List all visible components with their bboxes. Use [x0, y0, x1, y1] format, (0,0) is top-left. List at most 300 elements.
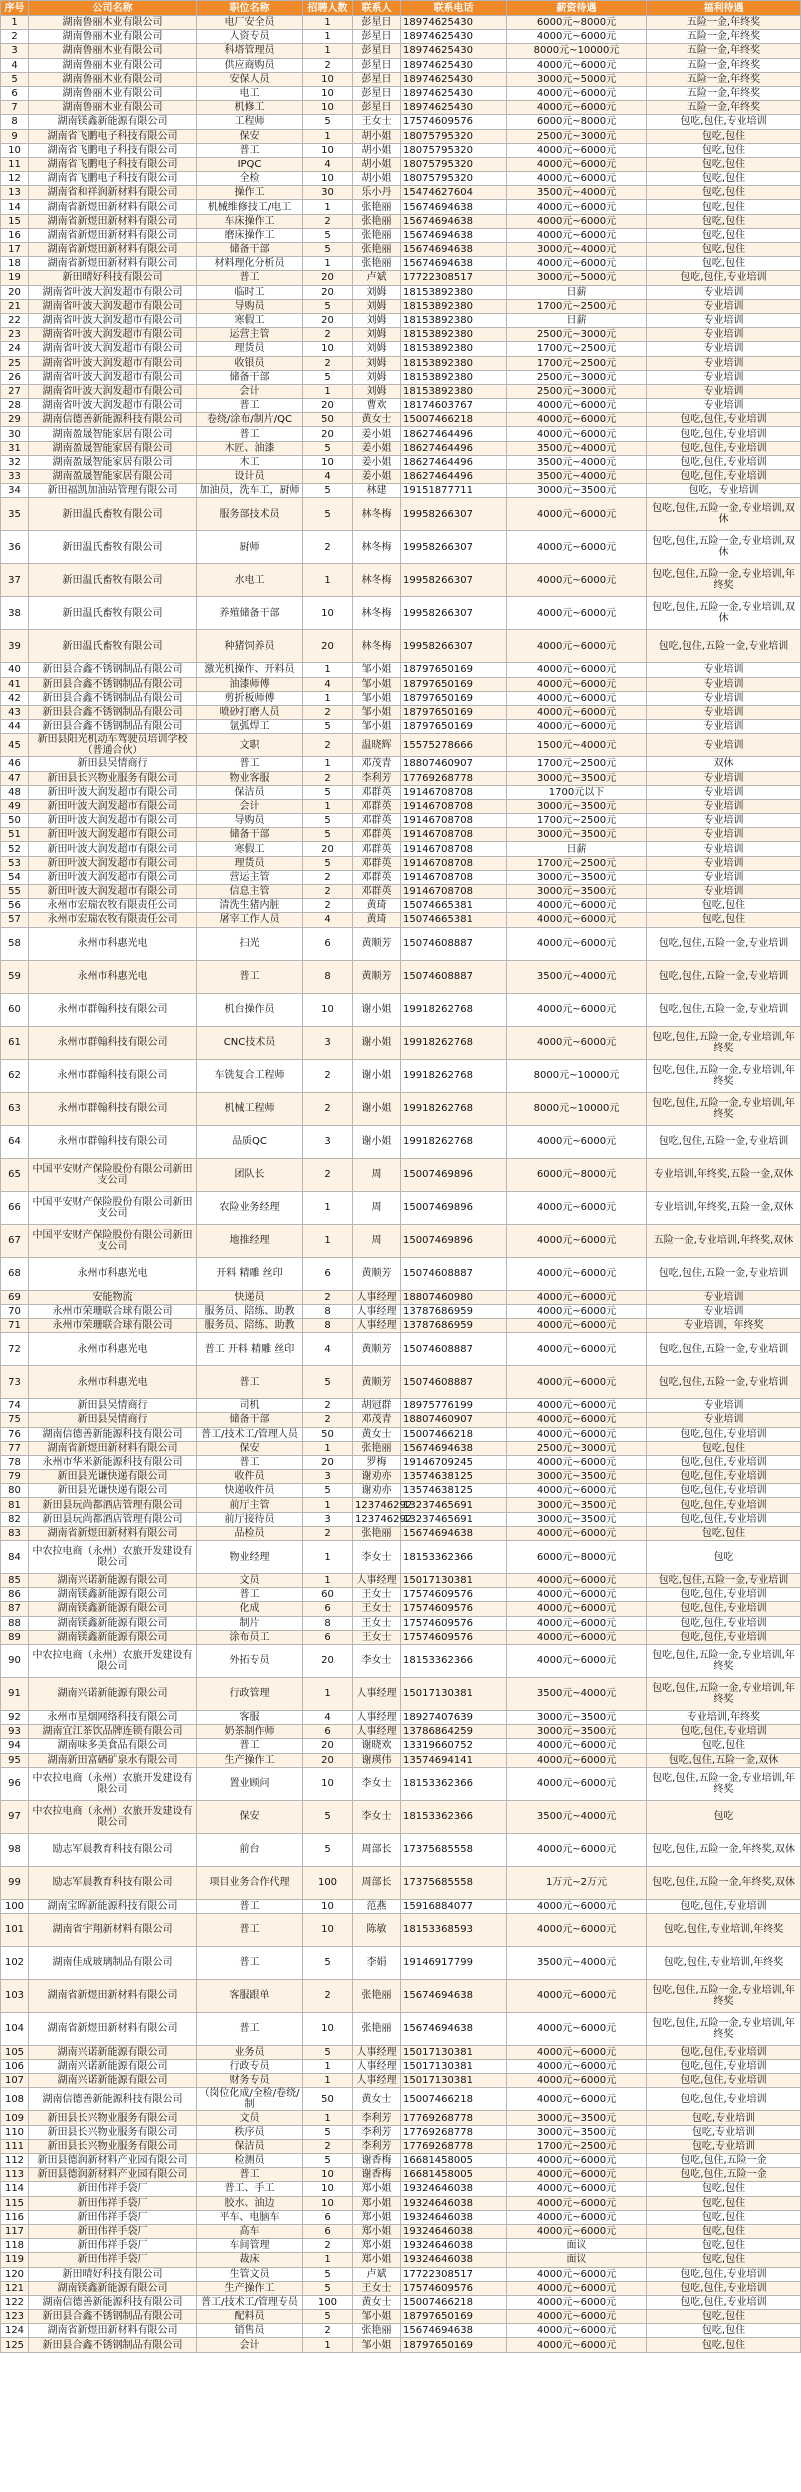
table-row	[1, 342, 801, 356]
benefits: 专业培训,年终奖,五险一金,双休	[647, 1158, 801, 1191]
row-index: 60	[1, 993, 29, 1026]
table-row	[1, 101, 801, 115]
company-name: 湖南兴诺新能源有限公司	[29, 1677, 197, 1710]
contact: 郑小姐	[353, 2224, 401, 2238]
row-index: 51	[1, 828, 29, 842]
table-row	[1, 2045, 801, 2059]
company-name: 新田伟祥手袋厂	[29, 2196, 197, 2210]
contact: 123746292	[353, 1498, 401, 1512]
contact: 黄顺芳	[353, 1333, 401, 1366]
headcount: 20	[303, 313, 353, 327]
company-name: 永州市宏瑞农牧有限责任公司	[29, 899, 197, 913]
headcount: 1	[303, 1574, 353, 1588]
salary: 4000元~6000元	[507, 1616, 647, 1630]
company-name: 新田伟祥手袋厂	[29, 2224, 197, 2238]
row-index: 75	[1, 1413, 29, 1427]
contact: 谢小姐	[353, 993, 401, 1026]
row-index: 93	[1, 1725, 29, 1739]
headcount: 2	[303, 1413, 353, 1427]
salary: 4000元~6000元	[507, 1257, 647, 1290]
table-row	[1, 564, 801, 597]
position: 快递收件员	[197, 1484, 303, 1498]
salary: 4000元~6000元	[507, 2310, 647, 2324]
benefits: 包吃,专业培训	[647, 2111, 801, 2125]
contact: 张艳丽	[353, 228, 401, 242]
company-name: 湖南鲁丽木业有限公司	[29, 101, 197, 115]
headcount: 5	[303, 2125, 353, 2139]
phone: 15007469896	[401, 1224, 507, 1257]
position: CNC技术员	[197, 1026, 303, 1059]
benefits: 包吃,包住,专业培训	[647, 1725, 801, 1739]
phone: 19918262768	[401, 1059, 507, 1092]
position: 会计	[197, 799, 303, 813]
benefits: 专业培训	[647, 285, 801, 299]
position: 保安	[197, 1800, 303, 1833]
benefits: 专业培训	[647, 356, 801, 370]
salary: 3500元~4000元	[507, 441, 647, 455]
table-row	[1, 1455, 801, 1469]
headcount: 1	[303, 1677, 353, 1710]
contact: 李利芳	[353, 2111, 401, 2125]
contact: 邓群英	[353, 842, 401, 856]
position: 油漆师傅	[197, 677, 303, 691]
phone: 18974625430	[401, 72, 507, 86]
benefits: 五险一金,年终奖	[647, 101, 801, 115]
headcount: 5	[303, 1946, 353, 1979]
company-name: 湖南省和祥润新材料有限公司	[29, 186, 197, 200]
row-index: 6	[1, 86, 29, 100]
headcount: 3	[303, 1512, 353, 1526]
benefits: 包吃,包住	[647, 143, 801, 157]
company-name: 新田县合鑫不锈钢制品有限公司	[29, 691, 197, 705]
position: 外拓专员	[197, 1644, 303, 1677]
table-row	[1, 1526, 801, 1540]
contact: 黄顺芳	[353, 1366, 401, 1399]
benefits: 包吃,专业培训	[647, 2139, 801, 2153]
table-row	[1, 1366, 801, 1399]
headcount: 1	[303, 1541, 353, 1574]
company-name: 中农拉电商（永州）农旅开发建设有限公司	[29, 1800, 197, 1833]
position: 服务员、陪练、助教	[197, 1318, 303, 1332]
row-index: 110	[1, 2125, 29, 2139]
salary: 3000元~3500元	[507, 828, 647, 842]
company-name: 新田县长兴物业服务有限公司	[29, 2111, 197, 2125]
headcount: 50	[303, 1427, 353, 1441]
company-name: 永州市群翰科技有限公司	[29, 1059, 197, 1092]
contact: 邓茂青	[353, 1413, 401, 1427]
row-index: 66	[1, 1191, 29, 1224]
row-index: 12	[1, 172, 29, 186]
row-index: 68	[1, 1257, 29, 1290]
company-name: 湖南味多美食品有限公司	[29, 1739, 197, 1753]
company-name: 中农拉电商（永州）农旅开发建设有限公司	[29, 1644, 197, 1677]
contact: 人事经理	[353, 1304, 401, 1318]
position: 操作工	[197, 186, 303, 200]
phone: 13574638125	[401, 1484, 507, 1498]
benefits: 专业培训,年终奖	[647, 1710, 801, 1724]
benefits: 专业培训	[647, 1413, 801, 1427]
phone: 18974625430	[401, 44, 507, 58]
company-name: 湖南兴诺新能源有限公司	[29, 2074, 197, 2088]
salary: 4000元~6000元	[507, 1833, 647, 1866]
headcount: 1	[303, 564, 353, 597]
benefits: 包吃,包住	[647, 2239, 801, 2253]
benefits: 包吃,包住	[647, 2224, 801, 2238]
phone: 18153892380	[401, 285, 507, 299]
salary: 面议	[507, 2253, 647, 2267]
benefits: 包吃,包住,专业培训	[647, 1498, 801, 1512]
company-name: 中农拉电商（永州）农旅开发建设有限公司	[29, 1541, 197, 1574]
position: 养殖储备干部	[197, 597, 303, 630]
company-name: 新田叶波大润发超市有限公司	[29, 870, 197, 884]
headcount: 2	[303, 1290, 353, 1304]
headcount: 10	[303, 2182, 353, 2196]
contact: 邹小姐	[353, 2310, 401, 2324]
salary: 6000元~8000元	[507, 16, 647, 30]
contact: 人事经理	[353, 2060, 401, 2074]
phone: 15674694638	[401, 200, 507, 214]
salary: 4000元~6000元	[507, 1318, 647, 1332]
benefits: 包吃,包住	[647, 214, 801, 228]
benefits: 包吃,包住	[647, 186, 801, 200]
position: 普工	[197, 1366, 303, 1399]
contact: 罗梅	[353, 1455, 401, 1469]
headcount: 2	[303, 705, 353, 719]
row-index: 43	[1, 705, 29, 719]
company-name: 湖南盈晟智能家居有限公司	[29, 470, 197, 484]
row-index: 65	[1, 1158, 29, 1191]
row-index: 40	[1, 663, 29, 677]
table-row	[1, 2154, 801, 2168]
headcount: 5	[303, 370, 353, 384]
position: 卷绕/涂布/制片/QC	[197, 413, 303, 427]
company-name: 湖南宝晖新能源科技有限公司	[29, 1899, 197, 1913]
headcount: 10	[303, 993, 353, 1026]
salary: 4000元~6000元	[507, 1630, 647, 1644]
headcount: 1	[303, 691, 353, 705]
benefits: 包吃,包住,五险一金,专业培训	[647, 1574, 801, 1588]
benefits: 包吃,包住,五险一金,专业培训,年终奖	[647, 1767, 801, 1800]
phone: 19146708708	[401, 870, 507, 884]
position: 文员	[197, 1574, 303, 1588]
table-row	[1, 1191, 801, 1224]
company-name: 新田县合鑫不锈钢制品有限公司	[29, 720, 197, 734]
contact: 人事经理	[353, 1290, 401, 1304]
position: 普工/技术工/管理专员	[197, 2295, 303, 2309]
phone: 18974625430	[401, 16, 507, 30]
salary: 4000元~6000元	[507, 2074, 647, 2088]
phone: 18797650169	[401, 677, 507, 691]
position: （岗位化成/全检/卷绕/制	[197, 2088, 303, 2111]
company-name: 湖南省新煜田新材料有限公司	[29, 200, 197, 214]
company-name: 湖南信德善新能源科技有限公司	[29, 413, 197, 427]
row-index: 116	[1, 2210, 29, 2224]
company-name: 中国平安财产保险股份有限公司新田支公司	[29, 1224, 197, 1257]
contact: 张艳丽	[353, 257, 401, 271]
table-row	[1, 2324, 801, 2338]
phone: 15007466218	[401, 413, 507, 427]
phone: 18075795320	[401, 129, 507, 143]
table-row	[1, 1318, 801, 1332]
salary: 4000元~6000元	[507, 1191, 647, 1224]
salary: 4000元~6000元	[507, 899, 647, 913]
salary: 4000元~6000元	[507, 2281, 647, 2295]
contact: 邹小姐	[353, 691, 401, 705]
phone: 18797650169	[401, 2310, 507, 2324]
row-index: 84	[1, 1541, 29, 1574]
position: 信息主管	[197, 885, 303, 899]
position: 普工	[197, 1899, 303, 1913]
phone: 19146709245	[401, 1455, 507, 1469]
contact: 黄顺芳	[353, 1257, 401, 1290]
contact: 黄琦	[353, 899, 401, 913]
benefits: 包吃,包住,五险一金,专业培训,年终奖	[647, 2012, 801, 2045]
table-row	[1, 2253, 801, 2267]
company-name: 励志军晨教育科技有限公司	[29, 1866, 197, 1899]
row-index: 21	[1, 299, 29, 313]
contact: 林冬梅	[353, 498, 401, 531]
headcount: 4	[303, 913, 353, 927]
table-row	[1, 630, 801, 663]
company-name: 湖南鲁丽木业有限公司	[29, 16, 197, 30]
position: 文员	[197, 2111, 303, 2125]
contact: 李女士	[353, 1767, 401, 1800]
table-row	[1, 2295, 801, 2309]
contact: 王女士	[353, 1588, 401, 1602]
company-name: 湖南镁鑫新能源有限公司	[29, 1588, 197, 1602]
position: 机械工程师	[197, 1092, 303, 1125]
table-row	[1, 2210, 801, 2224]
company-name: 新田叶波大润发超市有限公司	[29, 814, 197, 828]
position: 安保人员	[197, 72, 303, 86]
benefits: 专业培训	[647, 870, 801, 884]
benefits: 包吃,包住,五险一金,专业培训,双休	[647, 498, 801, 531]
phone: 13787686959	[401, 1304, 507, 1318]
headcount: 5	[303, 228, 353, 242]
position: 收件员	[197, 1470, 303, 1484]
headcount: 10	[303, 72, 353, 86]
row-index: 70	[1, 1304, 29, 1318]
phone: 18797650169	[401, 691, 507, 705]
phone: 15007466218	[401, 1427, 507, 1441]
salary: 8000元~10000元	[507, 44, 647, 58]
benefits: 包吃,包住,专业培训,年终奖	[647, 1946, 801, 1979]
table-row	[1, 413, 801, 427]
headcount: 2	[303, 356, 353, 370]
table-row	[1, 86, 801, 100]
contact: 谢晓欢	[353, 1739, 401, 1753]
company-name: 新田县玩尚都酒店管理有限公司	[29, 1512, 197, 1526]
phone: 18153362366	[401, 1800, 507, 1833]
position: 储备干部	[197, 243, 303, 257]
row-index: 87	[1, 1602, 29, 1616]
contact: 张艳丽	[353, 1526, 401, 1540]
salary: 4000元~6000元	[507, 498, 647, 531]
benefits: 包吃,专业培训	[647, 2125, 801, 2139]
headcount: 3	[303, 1026, 353, 1059]
position: 涂布员工	[197, 1630, 303, 1644]
contact: 黄女士	[353, 2295, 401, 2309]
contact: 温晓辉	[353, 734, 401, 757]
benefits: 包吃,包住,五险一金,专业培训	[647, 960, 801, 993]
table-row	[1, 913, 801, 927]
company-name: 新田县合鑫不锈钢制品有限公司	[29, 677, 197, 691]
benefits: 专业培训	[647, 663, 801, 677]
salary: 4000元~6000元	[507, 1526, 647, 1540]
headcount: 1	[303, 2338, 353, 2352]
salary: 4000元~6000元	[507, 1224, 647, 1257]
company-name: 湖南省新煜田新材料有限公司	[29, 243, 197, 257]
headcount: 1	[303, 384, 353, 398]
table-row	[1, 1866, 801, 1899]
table-row	[1, 2074, 801, 2088]
benefits: 包吃,包住,五险一金,专业培训,年终奖	[647, 1677, 801, 1710]
headcount: 1	[303, 1498, 353, 1512]
phone: 18153362366	[401, 1767, 507, 1800]
table-row	[1, 115, 801, 129]
position: 导购员	[197, 299, 303, 313]
position: 行政专员	[197, 2060, 303, 2074]
row-index: 57	[1, 913, 29, 927]
headcount: 20	[303, 399, 353, 413]
phone: 15017130381	[401, 1574, 507, 1588]
phone: 19146917799	[401, 1946, 507, 1979]
row-index: 121	[1, 2281, 29, 2295]
position: 普工	[197, 960, 303, 993]
contact: 胡冠群	[353, 1399, 401, 1413]
position: 普工	[197, 1455, 303, 1469]
headcount: 20	[303, 630, 353, 663]
position: 奶茶制作师	[197, 1725, 303, 1739]
contact: 邓群英	[353, 870, 401, 884]
phone: 19324646038	[401, 2239, 507, 2253]
table-row	[1, 1588, 801, 1602]
row-index: 19	[1, 271, 29, 285]
headcount: 20	[303, 842, 353, 856]
phone: 13786864259	[401, 1725, 507, 1739]
salary: 4000元~6000元	[507, 143, 647, 157]
salary: 4000元~6000元	[507, 2012, 647, 2045]
contact: 彭星日	[353, 58, 401, 72]
headcount: 1	[303, 257, 353, 271]
salary: 3000元~3500元	[507, 1710, 647, 1724]
position: 加油员，洗车工，厨师	[197, 484, 303, 498]
company-name: 湖南鲁丽木业有限公司	[29, 58, 197, 72]
row-index: 48	[1, 785, 29, 799]
contact: 彭星日	[353, 101, 401, 115]
phone: 18174603767	[401, 399, 507, 413]
salary: 2500元~3000元	[507, 129, 647, 143]
headcount: 5	[303, 1800, 353, 1833]
contact: 谢劝亦	[353, 1484, 401, 1498]
phone: 18807460907	[401, 1413, 507, 1427]
company-name: 湖南兴诺新能源有限公司	[29, 2060, 197, 2074]
salary: 3000元~3500元	[507, 484, 647, 498]
contact: 范燕	[353, 1899, 401, 1913]
company-name: 新田伟祥手袋厂	[29, 2182, 197, 2196]
benefits: 包吃,包住	[647, 243, 801, 257]
headcount: 5	[303, 2045, 353, 2059]
table-row	[1, 828, 801, 842]
benefits: 包吃,包住,专业培训	[647, 470, 801, 484]
contact: 周	[353, 1191, 401, 1224]
phone: 18797650169	[401, 705, 507, 719]
table-row	[1, 1979, 801, 2012]
phone: 19918262768	[401, 1026, 507, 1059]
salary: 3000元~3500元	[507, 1725, 647, 1739]
contact: 王女士	[353, 115, 401, 129]
position: 储备干部	[197, 370, 303, 384]
table-row	[1, 2338, 801, 2352]
benefits: 包吃,包住,五险一金,专业培训,年终奖	[647, 1026, 801, 1059]
contact: 刘姆	[353, 285, 401, 299]
table-row	[1, 1257, 801, 1290]
header-contact: 联系人	[353, 1, 401, 16]
salary: 4000元~6000元	[507, 1455, 647, 1469]
phone: 13319660752	[401, 1739, 507, 1753]
row-index: 30	[1, 427, 29, 441]
position: 业务员	[197, 2045, 303, 2059]
headcount: 5	[303, 243, 353, 257]
benefits: 包吃,包住,专业培训	[647, 1616, 801, 1630]
headcount: 1	[303, 2253, 353, 2267]
table-row	[1, 1710, 801, 1724]
position: 材料理化分析员	[197, 257, 303, 271]
row-index: 85	[1, 1574, 29, 1588]
headcount: 1	[303, 663, 353, 677]
contact: 谢小姐	[353, 1125, 401, 1158]
table-row	[1, 705, 801, 719]
benefits: 五险一金,年终奖	[647, 72, 801, 86]
position: 化成	[197, 1602, 303, 1616]
row-index: 35	[1, 498, 29, 531]
table-row	[1, 1616, 801, 1630]
table-row	[1, 484, 801, 498]
row-index: 39	[1, 630, 29, 663]
company-name: 新田县合鑫不锈钢制品有限公司	[29, 705, 197, 719]
table-row	[1, 2196, 801, 2210]
row-index: 79	[1, 1470, 29, 1484]
phone: 17375685558	[401, 1833, 507, 1866]
headcount: 1	[303, 2060, 353, 2074]
phone: 15074608887	[401, 1257, 507, 1290]
contact: 人事经理	[353, 1725, 401, 1739]
headcount: 3	[303, 1470, 353, 1484]
company-name: 湖南佳成玻璃制品有限公司	[29, 1946, 197, 1979]
salary: 4000元~6000元	[507, 1574, 647, 1588]
table-row	[1, 771, 801, 785]
headcount: 2	[303, 1059, 353, 1092]
benefits: 包吃,包住	[647, 2182, 801, 2196]
salary: 4000元~6000元	[507, 993, 647, 1026]
row-index: 9	[1, 129, 29, 143]
row-index: 104	[1, 2012, 29, 2045]
company-name: 永州市荣珊联合球有限公司	[29, 1318, 197, 1332]
company-name: 新田温氏畜牧有限公司	[29, 630, 197, 663]
position: 喷砂打磨人员	[197, 705, 303, 719]
company-name: 永州市群翰科技有限公司	[29, 1026, 197, 1059]
row-index: 29	[1, 413, 29, 427]
row-index: 42	[1, 691, 29, 705]
row-index: 54	[1, 870, 29, 884]
table-row	[1, 927, 801, 960]
salary: 4000元~6000元	[507, 2324, 647, 2338]
salary: 4000元~6000元	[507, 2168, 647, 2182]
headcount: 5	[303, 498, 353, 531]
contact: 张艳丽	[353, 2012, 401, 2045]
table-row	[1, 1946, 801, 1979]
position: 销售员	[197, 2324, 303, 2338]
